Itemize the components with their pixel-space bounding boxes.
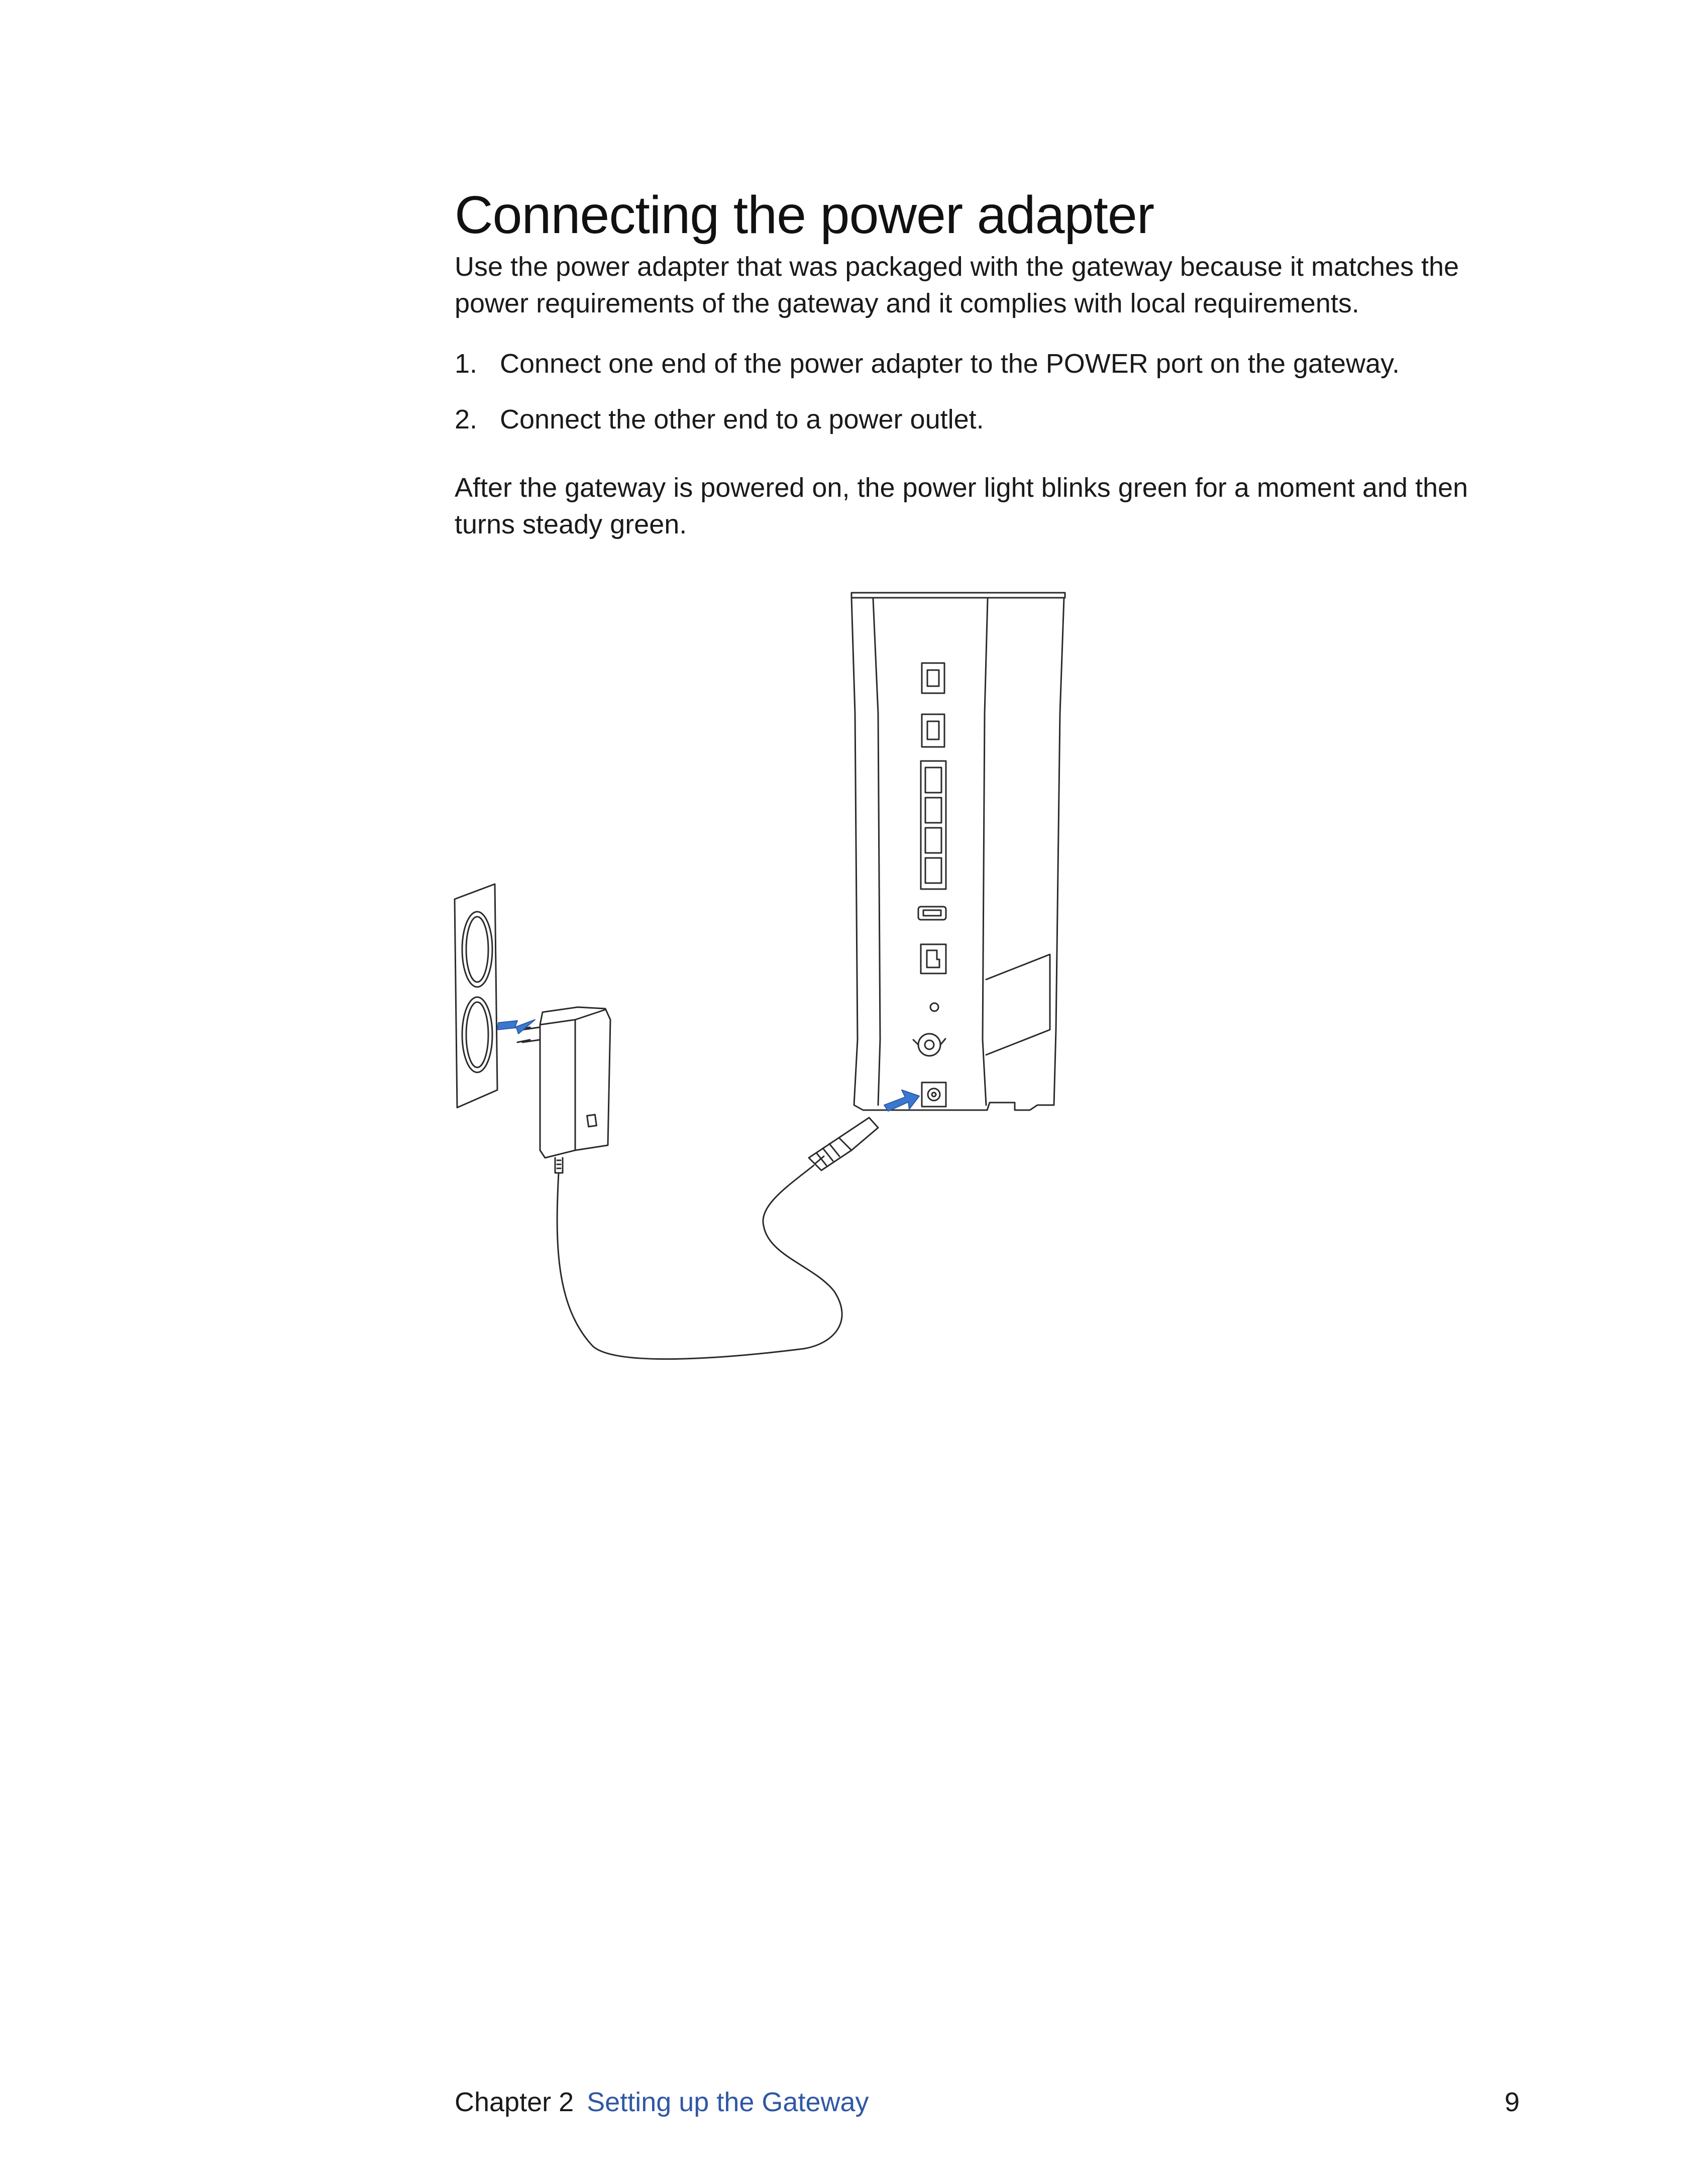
power-adapter [517, 1007, 610, 1173]
page-number: 9 [1504, 2087, 1520, 2117]
usb-port-icon [918, 907, 946, 920]
page-footer [455, 2085, 1520, 2120]
sd-port-icon [921, 944, 946, 973]
gateway-device [851, 593, 1065, 1110]
step-item [455, 401, 1535, 438]
illustration-svg [442, 588, 1095, 1371]
page-title: Connecting the power adapter [455, 185, 1154, 245]
reset-button-icon [930, 1003, 938, 1011]
step-number: 2. [455, 404, 478, 434]
power-port-arrow-icon [884, 1090, 919, 1111]
step-text: Connect one end of the power adapter to the POWER port on the gateway. [500, 349, 1400, 379]
coax-port-icon [913, 1034, 945, 1056]
intro-paragraph: Use the power adapter that was packaged with the gateway because it matches the power requirements of the gateway and it complies with local requirements. [455, 252, 1459, 318]
ethernet-port-icon [922, 714, 944, 747]
wall-outlet [455, 884, 497, 1108]
phone-port-icon [922, 663, 944, 693]
steps-list [455, 346, 1535, 457]
step-number: 1. [455, 349, 478, 379]
chapter-label: Chapter 2 [455, 2087, 574, 2117]
power-cord [557, 1118, 878, 1359]
barrel-plug-icon [809, 1118, 878, 1170]
connection-illustration [442, 588, 1095, 1371]
power-port-icon [922, 1082, 946, 1107]
step-text: Connect the other end to a power outlet. [500, 404, 984, 434]
step-item [455, 346, 1535, 382]
chapter-link[interactable]: Setting up the Gateway [587, 2087, 869, 2117]
lan-ports-icon [921, 761, 946, 889]
power-light-paragraph: After the gateway is powered on, the power light blinks green for a moment and then turns steady green. [455, 473, 1468, 539]
